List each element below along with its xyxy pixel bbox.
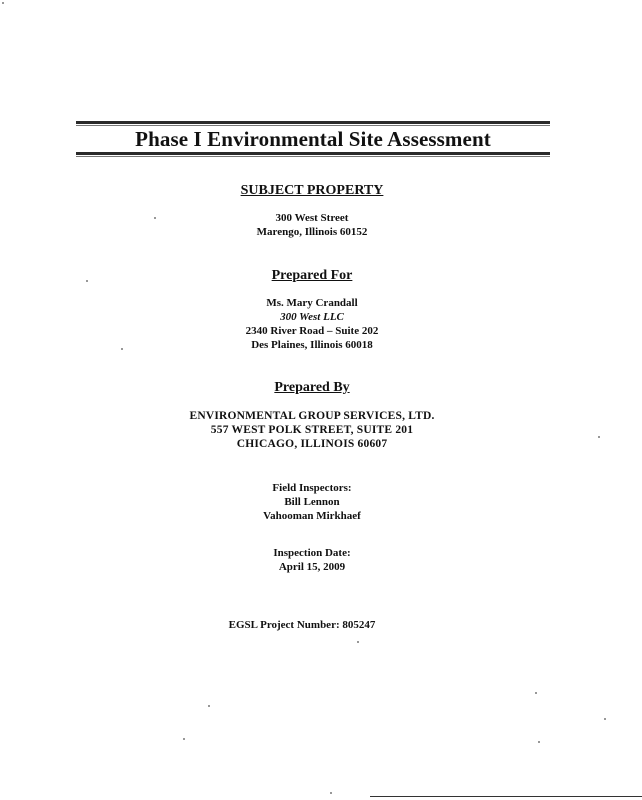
inspection-date-section xyxy=(120,546,504,574)
title-rule-bottom xyxy=(76,152,550,155)
title-rule-top-thin xyxy=(76,125,550,126)
subject-address-line1: 300 West Street xyxy=(275,212,349,224)
subject-address-line2: Marengo, Illinois 60152 xyxy=(256,226,368,238)
client-address-line1: 2340 River Road – Suite 202 xyxy=(245,325,379,337)
prepared-by-section xyxy=(120,379,504,451)
inspector-name: Bill Lennon xyxy=(284,496,340,508)
subject-property-section xyxy=(120,182,504,239)
consultant-address-line1: 557 WEST POLK STREET, SUITE 201 xyxy=(210,424,414,436)
project-number: EGSL Project Number: 805247 xyxy=(228,619,376,631)
consultant-address-line2: CHICAGO, ILLINOIS 60607 xyxy=(236,438,388,450)
scan-speck xyxy=(535,692,537,694)
title-rule-bottom-thin xyxy=(76,156,550,157)
document-title: Phase I Environmental Site Assessment xyxy=(135,127,491,151)
scan-speck xyxy=(598,436,600,438)
client-address-line2: Des Plaines, Illinois 60018 xyxy=(251,339,373,351)
client-name: Ms. Mary Crandall xyxy=(266,297,358,309)
scan-speck xyxy=(604,718,606,720)
scan-speck xyxy=(208,705,210,707)
title-rule-top xyxy=(76,121,550,124)
field-inspectors-label: Field Inspectors: xyxy=(272,482,352,494)
inspector-name: Vahooman Mirkhaef xyxy=(263,510,361,522)
prepared-for-section xyxy=(120,267,504,352)
scan-speck xyxy=(2,2,4,4)
subject-property-heading: SUBJECT PROPERTY xyxy=(240,183,384,198)
prepared-for-heading: Prepared For xyxy=(271,268,353,283)
scan-speck xyxy=(330,792,332,794)
inspection-date-label: Inspection Date: xyxy=(273,547,351,559)
inspection-date-value: April 15, 2009 xyxy=(278,561,346,573)
scan-speck xyxy=(121,348,123,350)
consultant-company: ENVIRONMENTAL GROUP SERVICES, LTD. xyxy=(189,410,435,422)
field-inspectors-section xyxy=(120,481,504,523)
scan-speck xyxy=(86,280,88,282)
prepared-by-heading: Prepared By xyxy=(274,380,350,395)
footer-rule xyxy=(370,796,642,797)
scan-speck xyxy=(154,217,156,219)
scan-speck xyxy=(538,741,540,743)
scan-speck xyxy=(357,641,359,643)
client-company: 300 West LLC xyxy=(280,311,344,323)
scan-speck xyxy=(183,738,185,740)
project-number-section xyxy=(110,618,494,632)
